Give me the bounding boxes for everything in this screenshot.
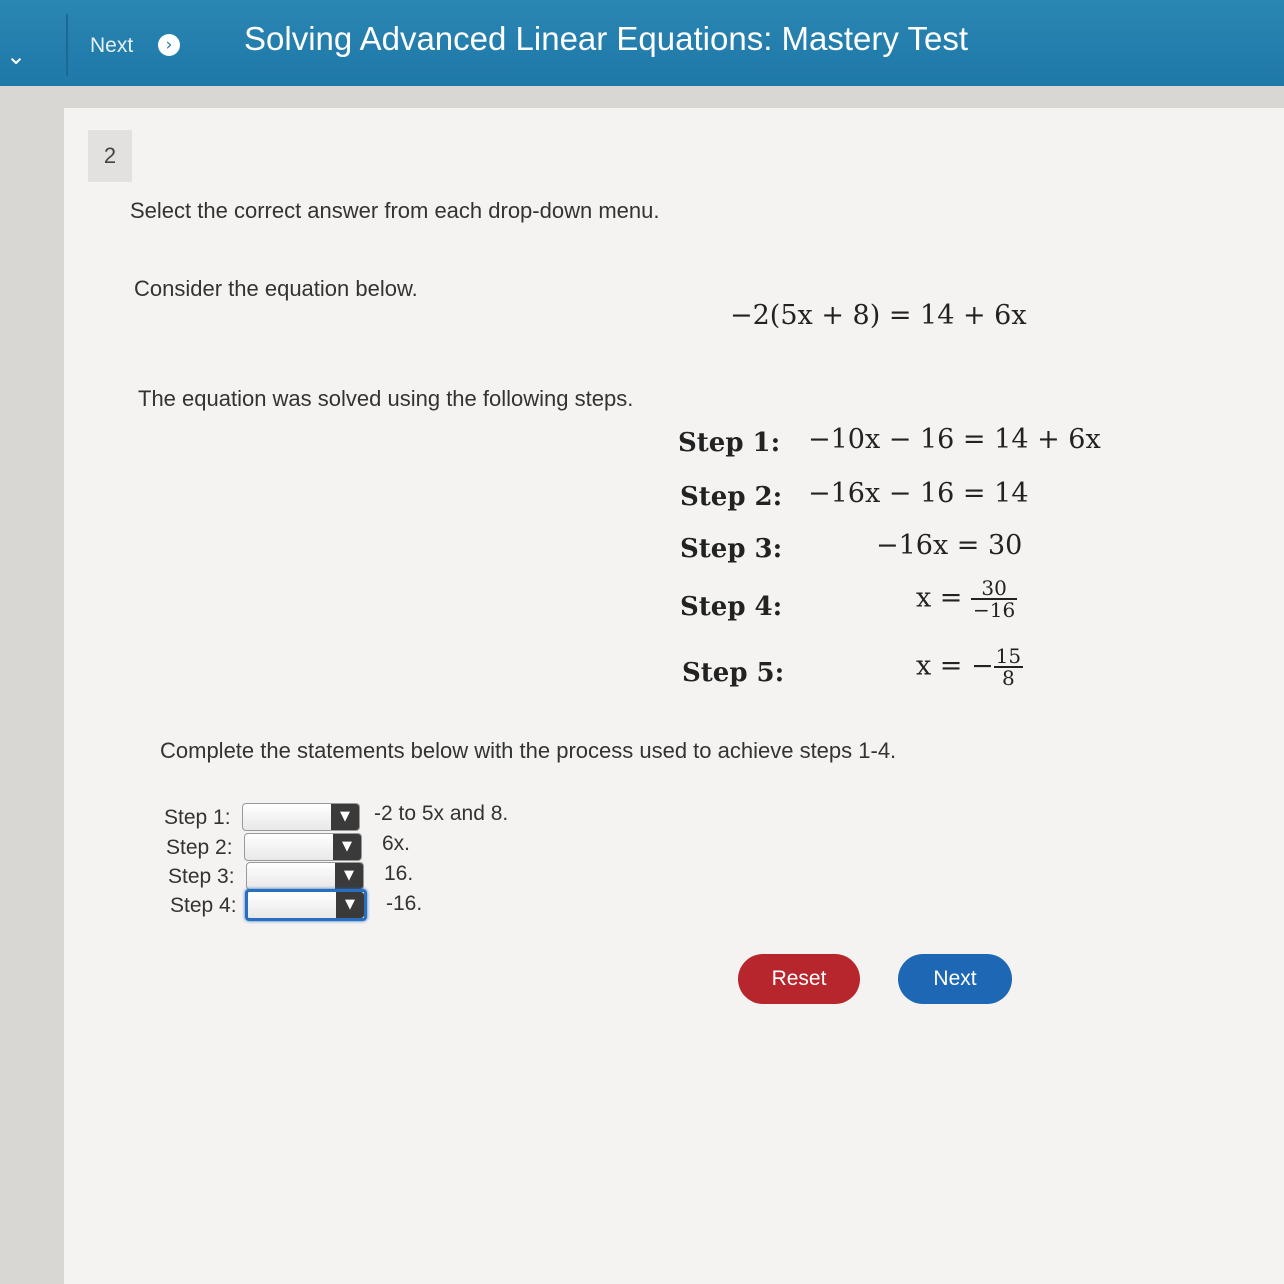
step-3-dropdown[interactable] (246, 862, 364, 890)
statement-3-label: Step 3: (168, 865, 235, 888)
step-2-expression: −16x − 16 = 14 (808, 478, 1029, 509)
question-number: 2 (88, 130, 132, 182)
statement-2-label: Step 2: (166, 836, 233, 859)
prompt-text: Consider the equation below. (134, 276, 418, 301)
dropdown-arrow-icon[interactable]: ▼ (335, 863, 363, 889)
step-4-denominator: −16 (973, 598, 1016, 622)
step-5-fraction (994, 646, 1023, 688)
step-4-fraction (971, 578, 1017, 620)
nav-next-label[interactable]: Next (90, 34, 134, 57)
step-4-dropdown[interactable] (245, 889, 367, 921)
step-5-denominator: 8 (1002, 666, 1015, 690)
dropdown-arrow-icon[interactable]: ▼ (333, 834, 361, 860)
statement-4-suffix: -16. (386, 892, 423, 915)
steps-intro-text: The equation was solved using the following steps. (138, 386, 634, 411)
step-1-dropdown[interactable] (242, 803, 360, 831)
step-5-label: Step 5: (682, 658, 785, 688)
step-4-label: Step 4: (680, 592, 783, 622)
statement-4-label: Step 4: (170, 894, 237, 917)
dropdown-arrow-icon[interactable]: ▼ (331, 804, 359, 830)
step-3-expression: −16x = 30 (876, 530, 1023, 561)
statement-3-suffix: 16. (384, 862, 414, 885)
main-equation: −2(5x + 8) = 14 + 6x (730, 300, 1027, 331)
step-5-lhs: x = − (916, 650, 994, 682)
statement-1-label: Step 1: (164, 806, 231, 829)
complete-prompt-text: Complete the statements below with the process used to achieve steps 1-4. (160, 738, 897, 763)
circle-arrow-right-icon[interactable]: › (158, 34, 180, 56)
step-4-lhs: x = (916, 582, 963, 614)
step-2-dropdown[interactable] (244, 833, 362, 861)
next-button[interactable]: Next (898, 954, 1012, 1004)
statement-2-suffix: 6x. (382, 832, 411, 855)
statement-1-suffix: -2 to 5x and 8. (374, 802, 509, 825)
step-2-label: Step 2: (680, 482, 783, 512)
step-4-expression (916, 578, 1017, 620)
reset-button[interactable]: Reset (738, 954, 860, 1004)
top-navigation-bar (0, 0, 1284, 86)
chevron-down-icon[interactable]: ⌄ (6, 42, 27, 70)
page-title: Solving Advanced Linear Equations: Mastery Test (244, 20, 968, 57)
dropdown-arrow-icon[interactable]: ▼ (336, 892, 364, 918)
step-1-label: Step 1: (678, 428, 781, 458)
step-1-expression: −10x − 16 = 14 + 6x (808, 424, 1101, 455)
step-3-label: Step 3: (680, 534, 783, 564)
instruction-text: Select the correct answer from each drop-down menu. (130, 198, 660, 223)
step-4-numerator: 30 (971, 578, 1017, 600)
nav-divider (66, 14, 68, 76)
step-5-expression (916, 646, 1023, 688)
step-5-numerator: 15 (995, 644, 1022, 668)
